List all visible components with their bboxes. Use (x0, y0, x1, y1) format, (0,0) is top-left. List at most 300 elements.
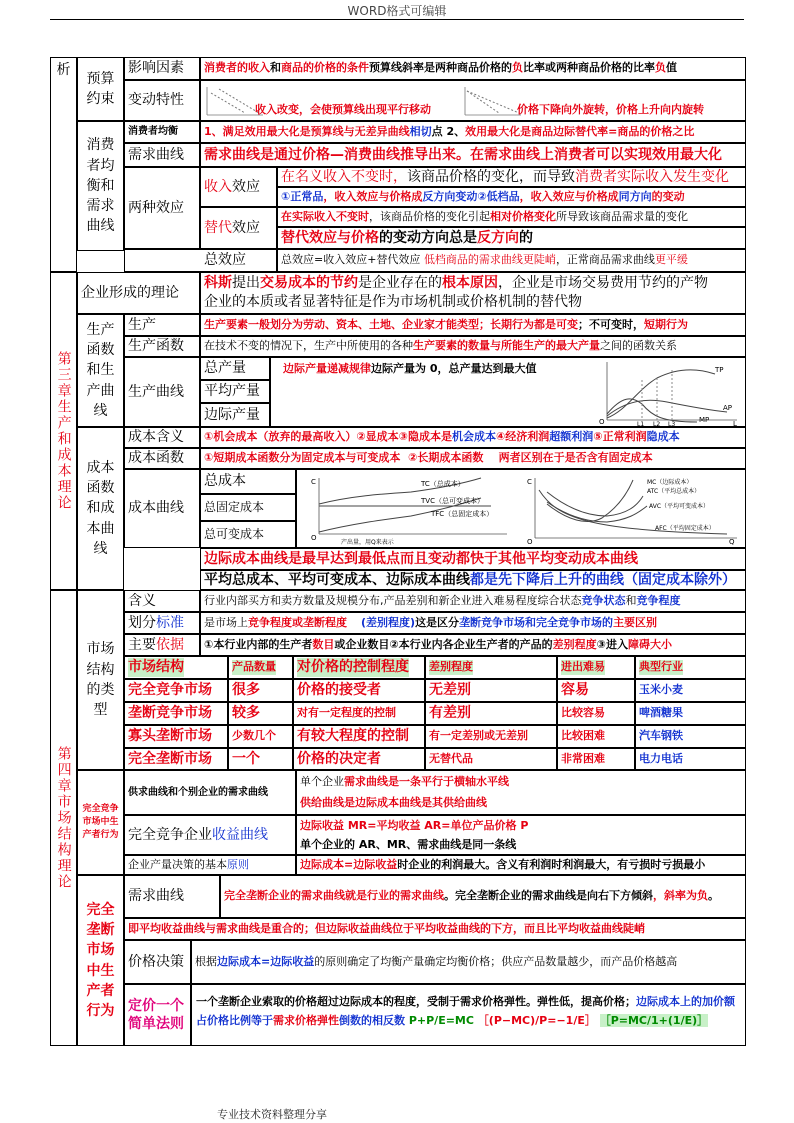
rule-label-text: 定价一个简单法则 (128, 997, 184, 1032)
pc-graph-l2: L2 (653, 421, 661, 426)
budget-group-text: 预算约束 (86, 70, 115, 107)
tc-label (200, 469, 296, 494)
cost-def-text (200, 427, 746, 448)
mp-label-text: 边际产量 (204, 406, 260, 423)
cost-group-label (77, 427, 124, 590)
mt-cell-text: 少数几个 (232, 729, 276, 743)
mt-cell-text: 完全竞争市场 (128, 682, 212, 699)
mt-row-1-col-5 (635, 702, 746, 725)
std-text (200, 612, 746, 634)
mt-row-3-col-2 (293, 748, 425, 770)
income-effect-label-b: 效应 (232, 178, 260, 195)
type-group-text: 市场结构的类型 (86, 641, 115, 719)
std-f: 主要区别 (613, 615, 658, 629)
pc-group-text: 完全竞争市场中生产者行为 (82, 803, 119, 841)
factor-e: 负 (512, 61, 523, 75)
tvc-label-text: 总可变成本 (204, 527, 265, 542)
cost-note-1 (200, 548, 746, 570)
total-cost-diagram (311, 474, 511, 546)
ap-label (200, 380, 270, 403)
firm-1c: 交易成本的节约 (260, 275, 358, 291)
budget-rotate-diagram (463, 85, 523, 117)
demand-text-content: 需求曲线是通过价格—消费曲线推导出来。在需求曲线上消费者可以实现效用最大化 (204, 146, 722, 163)
mt-cell-text: 非常困难 (561, 751, 605, 765)
firm-1b: 提出 (232, 275, 260, 291)
pc-graph-l: L (733, 420, 737, 426)
pc-demand-label-text: 供求曲线和个别企业的需求曲线 (128, 786, 268, 798)
cost-g2-o: O (527, 538, 533, 546)
basis-text (200, 634, 746, 656)
pc-text-d: 边际产量为 0，总产量达到最大值 (371, 362, 537, 375)
eq-d: 效用最大化是商品边际替代率=商品的价格之比 (465, 124, 695, 138)
basis-label-b: 依据 (156, 636, 184, 653)
mono-demand-d: 负 (697, 889, 708, 903)
prod-group-text: 生产函数和生产曲线 (86, 321, 115, 419)
mt-header-0 (124, 656, 228, 679)
prod-b: ；长期行为都是可变 (479, 317, 578, 331)
rule-text (191, 984, 746, 1046)
total-a: 总效应=收入效应+替代效应 (281, 253, 421, 267)
sub-2 (277, 227, 746, 249)
firm-2: 企业的本质或者显著特征是作为市场机制或价格机制的替代物 (204, 293, 582, 310)
pf-text (200, 336, 746, 357)
firm-label (77, 272, 200, 314)
demand-label-text: 需求曲线 (128, 146, 184, 163)
chapter-4-title: 第四章市场结构理论 (55, 746, 72, 890)
cost-group-text: 成本函数和成本曲线 (86, 459, 115, 557)
cost-g1-o: O (311, 534, 317, 542)
pf-d: 之间的函数关系 (600, 339, 677, 353)
mt-row-3-col-5 (635, 748, 746, 770)
mono-note-b: 曲线与需求曲线是重合的 (183, 921, 304, 935)
mt-cell-text: 有一定差别或无差别 (429, 729, 528, 743)
consumer-group-text: 消费者均衡和需求曲线 (86, 137, 115, 235)
budget-group-label (77, 57, 124, 121)
mt-header-4-text: 进出难易 (561, 660, 605, 674)
meaning-text (200, 590, 746, 612)
tfc-label (200, 494, 296, 521)
mt-cell-text: 电力电话 (639, 751, 683, 765)
cost-def-e: ④经济利润 (495, 430, 550, 444)
tp-label-text: 总产量 (204, 360, 246, 377)
sub-effect-label-a: 替代 (204, 219, 232, 236)
sub-2b: 的变动方向总是 (379, 229, 477, 246)
cost-g2-afc: AFC（平均固定成本） (655, 525, 715, 532)
pc-rev-1: 边际收益 MR=平均收益 AR=单位产品价格 P (300, 819, 529, 832)
mt-row-2-col-5 (635, 725, 746, 748)
cost-curve-label-text: 成本曲线 (128, 500, 184, 517)
basis-b: 数目 (312, 637, 335, 651)
pc-demand-2b: 是边际成本曲线是其供给曲线 (344, 795, 487, 809)
total-effect-label (124, 249, 277, 272)
type-group-label (77, 590, 124, 770)
tfc-label-text: 总固定成本 (204, 500, 265, 515)
mono-demand-a: 完全垄断企业的需求曲线就是行业的需求曲线 (224, 889, 444, 903)
mt-header-3 (425, 656, 557, 679)
rule-c: 需求价格弹性 (273, 1013, 339, 1027)
total-d: 更平缓 (654, 253, 688, 267)
income-effect-label-a: 收入 (204, 178, 232, 195)
sub-1d: 所导致该商品需求量的变化 (556, 209, 688, 223)
mono-demand-b: 。完全垄断企业的需求曲线是向右下方倾斜 (444, 889, 653, 903)
mp-label (200, 403, 270, 427)
mt-cell-text: 很多 (232, 682, 260, 699)
mt-cell-text: 比较困难 (561, 729, 605, 743)
std-label (124, 612, 200, 634)
pc-out-label-a: 企业产量决策的基本 (128, 857, 227, 871)
pc-out-label (124, 855, 296, 875)
income-2b: ，收入效应与价格成 (323, 189, 423, 203)
mono-group-text: 完全垄断市场中生产者行为 (86, 901, 115, 1020)
factor-g: 负 (655, 61, 666, 75)
std-d: 这是区分 (415, 615, 460, 629)
mt-row-2-col-1 (228, 725, 293, 748)
pc-demand-1b: 需求曲线是 (344, 775, 399, 788)
prod-c: ；不可变时， (578, 317, 644, 331)
production-curve-diagram (597, 360, 743, 426)
mt-cell-text: 玉米小麦 (639, 683, 683, 697)
income-2a: ①正常品 (281, 189, 324, 203)
std-e: 垄断竞争市场和完全竞争市场的 (459, 615, 614, 629)
cost-note-1c: 而且变动 (400, 550, 456, 567)
rule-formula-1: P+P/E=MC (408, 1013, 474, 1027)
basis-g: 障碍大小 (627, 637, 672, 651)
chapter-2-label (50, 57, 77, 272)
mt-row-2-col-0 (124, 725, 228, 748)
cost-note-2a: 平均总成本、平均可变成本、边际成本曲线 (204, 571, 470, 588)
mt-row-2-col-4 (557, 725, 635, 748)
factor-d: 预算线斜率是两种商品价格的 (369, 61, 512, 75)
factor-a: 消费者的收入 (204, 61, 270, 75)
std-label-a: 划分 (128, 614, 156, 631)
basis-f: ③进入 (596, 637, 628, 651)
cost-fn-a: ①短期成本函数分为 (204, 451, 302, 465)
rule-b: 边际成本上的加价额占价格比例等于 (196, 995, 735, 1027)
chapter-2-title-fragment: 析 (56, 62, 71, 78)
firm-1f: ，企业是市场交易费用节约的产物 (498, 275, 708, 291)
factor-c: 商品的价格的条件 (281, 61, 369, 75)
demand-label (124, 143, 200, 167)
std-c: (差别程度) (361, 615, 416, 629)
mt-row-0-col-5 (635, 679, 746, 702)
chapter-4-label (50, 590, 77, 1046)
eq-text (200, 121, 746, 143)
basis-c: 或企业数目 (334, 637, 390, 651)
rule-label (124, 984, 191, 1046)
mt-header-5-text: 典型行业 (639, 660, 683, 674)
income-effect-label (200, 167, 277, 207)
cost-def-a: ①机会成本（放弃的最高收入） (204, 430, 357, 444)
cost-note-1b: 最早达到最低点 (302, 550, 400, 567)
price-b: 边际成本=边际收益 (217, 954, 315, 968)
factor-b: 和 (270, 61, 281, 75)
pf-a: 在技术不变的情况下，生产中所使用的各种 (204, 339, 413, 353)
mt-row-0-col-3 (425, 679, 557, 702)
eq-label-text: 消费者均衡 (128, 126, 178, 138)
pc-out-label-b: 原则 (227, 857, 249, 871)
cost-g1-c: C (311, 478, 316, 486)
income-2d: ②低档品 (477, 189, 520, 203)
mt-cell-text: 较多 (232, 705, 260, 722)
mt-header-3-text: 差别程度 (429, 660, 473, 674)
prod-text (200, 314, 746, 336)
page-footer: 专业技术资料整理分享 (217, 1108, 327, 1121)
mt-cell-text: 比较容易 (561, 706, 605, 720)
mono-note-d: 曲线位于平均收益曲线的下方，而且比平均收益曲线陡峭 (370, 921, 645, 935)
mt-cell-text: 无替代品 (429, 751, 473, 765)
cost-fn-text (200, 448, 746, 469)
prod-d: 短期行为 (644, 317, 688, 331)
mono-demand-e: 。 (708, 889, 719, 903)
income-1 (277, 167, 746, 187)
factor-label (124, 57, 200, 80)
pc-out-b: 时企业的利润最大。含义有利润时利润最大，有亏损时亏损最小 (397, 857, 706, 871)
change-left-text: 收入改变，会使预算线出现平行移动 (255, 103, 431, 116)
ap-label-text: 平均产量 (204, 383, 260, 400)
pc-rev-label (124, 815, 296, 855)
total-c: ，正常商品需求曲线 (555, 253, 655, 267)
mt-row-3-col-4 (557, 748, 635, 770)
firm-label-text: 企业形成的理论 (81, 284, 179, 301)
mt-cell-text: 一个 (232, 750, 260, 767)
pc-group-label (77, 770, 124, 875)
eq-c: 点 2、 (431, 124, 466, 138)
sub-2a: 替代效应与价格 (281, 229, 379, 246)
factor-text (200, 57, 746, 80)
mt-cell-text: 寡头垄断市场 (128, 728, 212, 745)
total-effect-text (277, 249, 746, 272)
change-cell (200, 80, 746, 121)
price-label (124, 940, 191, 984)
income-1c: 消费者实际收入发生变化 (575, 168, 729, 185)
pc-demand-label (124, 770, 296, 815)
sub-1a: 在实际收入不变时 (281, 209, 369, 223)
cost-def-b: ②显成本 (356, 430, 399, 444)
mt-header-2 (293, 656, 425, 679)
two-effects-label (124, 167, 200, 249)
cost-fn-label-text: 成本函数 (128, 450, 184, 467)
cost-g2-mc: MC（边际成本） (647, 479, 693, 486)
cost-curves-cell (296, 469, 746, 548)
price-text (191, 940, 746, 984)
cost-fn-d: 两者区别在于是否含有固定成本 (498, 451, 653, 465)
cost-note-2b: 都是 (470, 571, 498, 588)
rule-formula-3: ［P=MC/1+(1/E)］ (599, 1013, 709, 1027)
sub-1c: 相对价格变化 (490, 209, 556, 223)
tvc-label (200, 521, 296, 548)
cost-g1-tc: TC（总成本） (421, 480, 465, 488)
pc-rev-2: 单个企业的 AR、MR、需求曲线是同一条线 (300, 837, 517, 851)
sub-effect-label-b: 效应 (232, 219, 260, 236)
meaning-label-text: 含义 (128, 592, 156, 609)
sub-effect-label (200, 207, 277, 249)
sub-2c: 反方向 (477, 229, 519, 246)
pc-graph-tp: TP (715, 366, 724, 374)
pc-out-text (296, 855, 746, 875)
meaning-c: 和 (625, 593, 637, 607)
meaning-b: 竞争状态 (581, 593, 626, 607)
total-effect-label-text: 总效应 (204, 252, 246, 269)
income-2f: 同方向 (618, 189, 652, 203)
std-b: 竞争程度或垄断程度 (248, 615, 347, 629)
cost-g2-avc: AVC（平均可变成本） (649, 503, 710, 510)
cost-def-label-text: 成本含义 (128, 429, 184, 446)
firm-1a: 科斯 (204, 275, 232, 291)
mt-header-4 (557, 656, 635, 679)
std-a: 是市场上 (204, 615, 248, 629)
tc-label-text: 总成本 (204, 473, 246, 490)
sub-2d: 的 (519, 229, 533, 246)
pc-label (124, 357, 200, 427)
price-label-text: 价格决策 (128, 953, 184, 970)
mono-note-c: ；但边际收益 (304, 921, 370, 935)
mt-row-0-col-1 (228, 679, 293, 702)
cost-def-d: 机会成本 (451, 430, 496, 444)
mt-cell-text: 对有一定程度的控制 (297, 706, 396, 720)
mt-cell-text: 价格的决定者 (297, 750, 381, 767)
mt-row-3-col-0 (124, 748, 228, 770)
mt-cell-text: 容易 (561, 682, 589, 699)
income-2 (277, 187, 746, 207)
pc-content (270, 357, 746, 427)
change-label-text: 变动特性 (128, 92, 184, 109)
mt-cell-text: 汽车钢铁 (639, 729, 683, 743)
chapter-3-label (50, 272, 77, 590)
cost-fn-label (124, 448, 200, 469)
mt-cell-text: 垄断竞争市场 (128, 705, 212, 722)
basis-d: ②本行业内各企业生产者的产品的 (389, 637, 553, 651)
header-rule (50, 19, 744, 20)
prod-label (124, 314, 200, 336)
prod-label-text: 生产 (128, 316, 156, 333)
mt-row-0-col-0 (124, 679, 228, 702)
pc-graph-l3: L3 (668, 421, 676, 426)
pc-graph-origin: O (599, 418, 605, 426)
pc-graph-ap: AP (723, 404, 733, 412)
basis-a: ①本行业内部的生产者 (204, 637, 313, 651)
mt-row-1-col-2 (293, 702, 425, 725)
mt-row-3-col-3 (425, 748, 557, 770)
firm-1e: 根本原因 (442, 275, 498, 291)
pc-out-a: 边际成本=边际收益 (300, 857, 398, 871)
pc-text-c: 规律 (349, 362, 371, 375)
mt-row-1-col-3 (425, 702, 557, 725)
pc-text-b: 递减 (327, 362, 349, 375)
mt-cell-text: 完全垄断市场 (128, 750, 212, 767)
page-header: WORD格式可编辑 (347, 4, 447, 18)
mt-header-0-text: 市场结构 (128, 659, 184, 676)
mt-header-5 (635, 656, 746, 679)
cost-curve-label (124, 469, 200, 548)
eq-a: 1、满足效用最大化是预算线与无差异曲线 (204, 124, 410, 138)
mt-cell-text: 有差别 (429, 705, 471, 722)
tp-label (200, 357, 270, 380)
mono-demand-label (124, 875, 220, 918)
mt-header-1 (228, 656, 293, 679)
cost-fn-b: 固定成本与可变成本 (301, 451, 401, 465)
mono-demand-text (220, 875, 746, 918)
mt-row-2-col-2 (293, 725, 425, 748)
basis-label (124, 634, 200, 656)
pc-rev-label-a: 完全竞争企业 (128, 826, 212, 843)
mt-cell-text: 有较大程度的控制 (297, 728, 409, 745)
pc-demand-text (296, 770, 746, 815)
prod-group-label (77, 314, 124, 427)
basis-label-a: 主要 (128, 636, 156, 653)
cost-fn-c: ②长期成本函数 (408, 451, 484, 465)
price-c: 的原则确定了均衡产量确定均衡价格；供应产品数量越少，而产品价格越高 (314, 954, 678, 968)
factor-h: 值 (666, 61, 677, 75)
rule-a: 一个垄断企业索取的价格超过边际成本的程度，受制于需求价格弹性。弹性低，提高价格； (196, 995, 636, 1008)
mt-row-0-col-4 (557, 679, 635, 702)
cost-def-f: 超额利润 (549, 430, 594, 444)
mt-header-2-text: 对价格的控制程度 (297, 659, 409, 676)
cost-g1-tvc: TVC（总可变成本） (421, 497, 484, 505)
pc-text-a: 边际产量 (283, 362, 327, 375)
cost-note-2c: 先下降后上升的曲线（固定成本除外） (498, 571, 736, 588)
income-2c: 反方向变动 (422, 189, 478, 203)
pf-label (124, 336, 200, 357)
pc-demand-1a: 单个企业 (300, 775, 344, 788)
income-2g: 的变动 (651, 189, 685, 203)
mono-note-a: 即平均收益 (128, 921, 183, 935)
cost-g2-atc: ATC（平均总成本） (647, 488, 701, 495)
income-1b: 该商品价格的变化，而导致 (407, 168, 575, 185)
consumer-group-label (77, 121, 124, 251)
cost-def-label (124, 427, 200, 448)
meaning-d: 竞争程度 (636, 593, 681, 607)
rule-d: 倒数的相反数 (339, 1013, 405, 1027)
cost-note-2 (200, 570, 746, 590)
demand-text (200, 143, 746, 167)
cost-note-1d: 都快于其他平均变动成本曲线 (456, 550, 638, 567)
income-2e: ，收入效应与价格成 (519, 189, 619, 203)
pc-label-text: 生产曲线 (128, 383, 184, 400)
chapter-3-title: 第三章生产和成本理论 (55, 351, 72, 511)
sub-1b: ，该商品价格的变化引起 (369, 209, 490, 223)
mono-group-label (77, 875, 124, 1046)
cost-def-h: 隐成本 (646, 430, 680, 444)
cost-g1-tfc: TFC（总固定成本） (431, 510, 494, 518)
eq-label (124, 121, 200, 143)
total-b: 低档商品的需求曲线更陡峭 (423, 253, 556, 267)
pc-graph-l1: L1 (637, 421, 645, 426)
mt-row-1-col-4 (557, 702, 635, 725)
std-label-b: 标准 (156, 614, 184, 631)
pc-rev-text (296, 815, 746, 855)
cost-note-1a: 边际成本曲线是 (204, 550, 302, 567)
meaning-label (124, 590, 200, 612)
pc-demand-2a: 供给曲线 (300, 795, 344, 809)
prod-a: 生产要素一般划分为劳动、资本、土地、企业家才能类型 (204, 317, 479, 331)
price-a: 根据 (195, 954, 217, 968)
mt-row-0-col-2 (293, 679, 425, 702)
mt-header-1-text: 产品数量 (232, 660, 276, 674)
cost-def-c: ③隐成本是 (398, 430, 452, 444)
eq-b: 相切 (409, 124, 432, 138)
cost-g2-c: C (527, 478, 532, 486)
mono-note (124, 918, 746, 940)
pf-c: 数量与所能生产的最大产量 (468, 339, 600, 353)
mt-row-1-col-1 (228, 702, 293, 725)
factor-label-text: 影响因素 (128, 60, 184, 77)
change-label (124, 80, 200, 121)
cost-g2-q: Q (729, 538, 735, 546)
firm-1d: 是企业存在的 (358, 275, 442, 291)
firm-text (200, 272, 746, 314)
rule-formula-2: ［(P−MC)/P=−1/E］ (477, 1013, 596, 1027)
mt-row-3-col-1 (228, 748, 293, 770)
